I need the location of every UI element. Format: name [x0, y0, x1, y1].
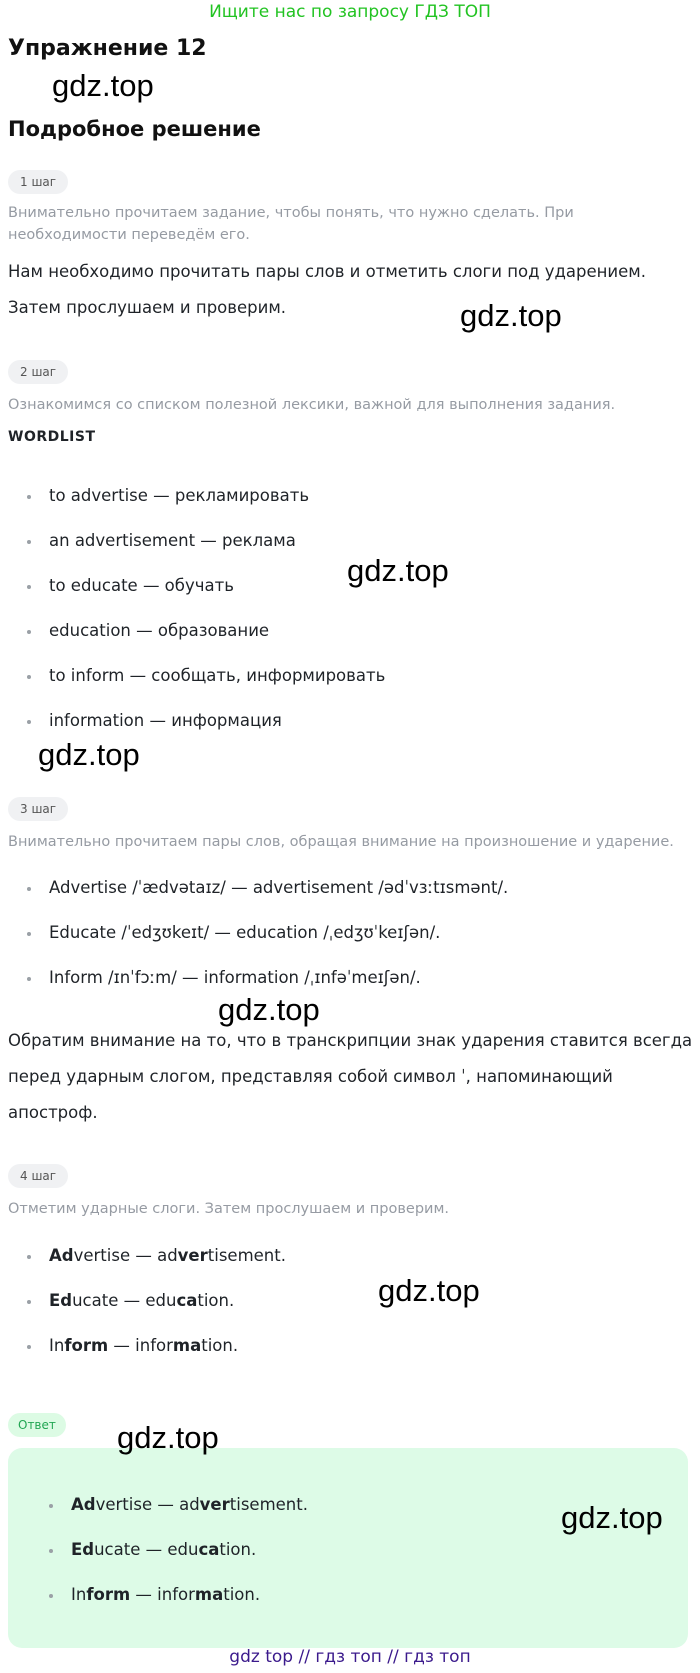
search-banner: Ищите нас по запросу ГДЗ ТОП — [209, 2, 491, 22]
bullet-icon — [27, 977, 31, 981]
bullet-icon — [27, 585, 31, 589]
step-hint: Внимательно прочитаем пары слов, обращая внимание на произношение и ударение. — [8, 834, 674, 850]
step-note: Обратим внимание на то, что в транскрипции знак ударения ставится всегда перед ударным слогом, представляя собой символ ˈ, напоминающий апостроф. — [8, 1031, 693, 1122]
list-item: Educate — education. — [8, 1289, 286, 1334]
answer-list — [30, 1493, 308, 1628]
answer-badge: Ответ — [8, 1413, 66, 1437]
watermark: gdz.top — [561, 1500, 663, 1535]
step-badge: 4 шаг — [8, 1164, 68, 1188]
watermark: gdz.top — [378, 1273, 480, 1308]
bullet-icon — [49, 1504, 53, 1508]
step-badge: 2 шаг — [8, 360, 68, 384]
bullet-icon — [27, 675, 31, 679]
list-item: Advertise — advertisement. — [8, 1244, 286, 1289]
watermark: gdz.top — [218, 992, 320, 1027]
watermark: gdz.top — [117, 1420, 219, 1455]
watermark: gdz.top — [52, 68, 154, 103]
bullet-icon — [27, 540, 31, 544]
list-item: an advertisement — реклама — [8, 529, 385, 574]
list-item: Inform /ɪnˈfɔːm/ — information /ˌɪnfəˈmeɪʃən/. — [8, 966, 508, 1011]
bullet-icon — [49, 1594, 53, 1598]
list-item: information — информация — [8, 709, 385, 754]
step-badge: 3 шаг — [8, 797, 68, 821]
watermark: gdz.top — [460, 298, 562, 333]
bullet-icon — [27, 1300, 31, 1304]
wordlist — [8, 484, 385, 754]
list-item: Inform — information. — [30, 1583, 308, 1628]
watermark: gdz.top — [38, 737, 140, 772]
step-hint: Ознакомимся со списком полезной лексики, важной для выполнения задания. — [8, 397, 616, 413]
section-title: Подробное решение — [8, 117, 261, 141]
list-item: to educate — обучать — [8, 574, 385, 619]
stress-list — [8, 1244, 286, 1379]
step-badge: 1 шаг — [8, 170, 68, 194]
list-item: Inform — information. — [8, 1334, 286, 1379]
list-item: Advertise /ˈædvətaɪz/ — advertisement /ədˈvɜːtɪsmənt/. — [8, 876, 508, 921]
bullet-icon — [27, 1255, 31, 1259]
bullet-icon — [27, 932, 31, 936]
list-item: to advertise — рекламировать — [8, 484, 385, 529]
pronunciation-list — [8, 876, 508, 1011]
bullet-icon — [49, 1549, 53, 1553]
list-item: Advertise — advertisement. — [30, 1493, 308, 1538]
wordlist-heading: WORDLIST — [8, 429, 96, 445]
list-item: education — образование — [8, 619, 385, 664]
bullet-icon — [27, 630, 31, 634]
bullet-icon — [27, 887, 31, 891]
step-text: Нам необходимо прочитать пары слов и отметить слоги под ударением. Затем прослушаем и проверим. — [8, 262, 646, 317]
list-item: Educate — education. — [30, 1538, 308, 1583]
footer-links[interactable]: gdz top // гдз топ // гдз топ — [229, 1647, 471, 1667]
page-title: Упражнение 12 — [8, 36, 207, 61]
bullet-icon — [27, 720, 31, 724]
watermark: gdz.top — [347, 553, 449, 588]
list-item: Educate /ˈedʒʊkeɪt/ — education /ˌedʒʊˈkeɪʃən/. — [8, 921, 508, 966]
list-item: to inform — сообщать, информировать — [8, 664, 385, 709]
step-hint: Внимательно прочитаем задание, чтобы понять, что нужно сделать. При необходимости переведём его. — [8, 205, 574, 243]
bullet-icon — [27, 1345, 31, 1349]
step-hint: Отметим ударные слоги. Затем прослушаем и проверим. — [8, 1201, 449, 1217]
bullet-icon — [27, 495, 31, 499]
answer-box — [8, 1448, 688, 1648]
